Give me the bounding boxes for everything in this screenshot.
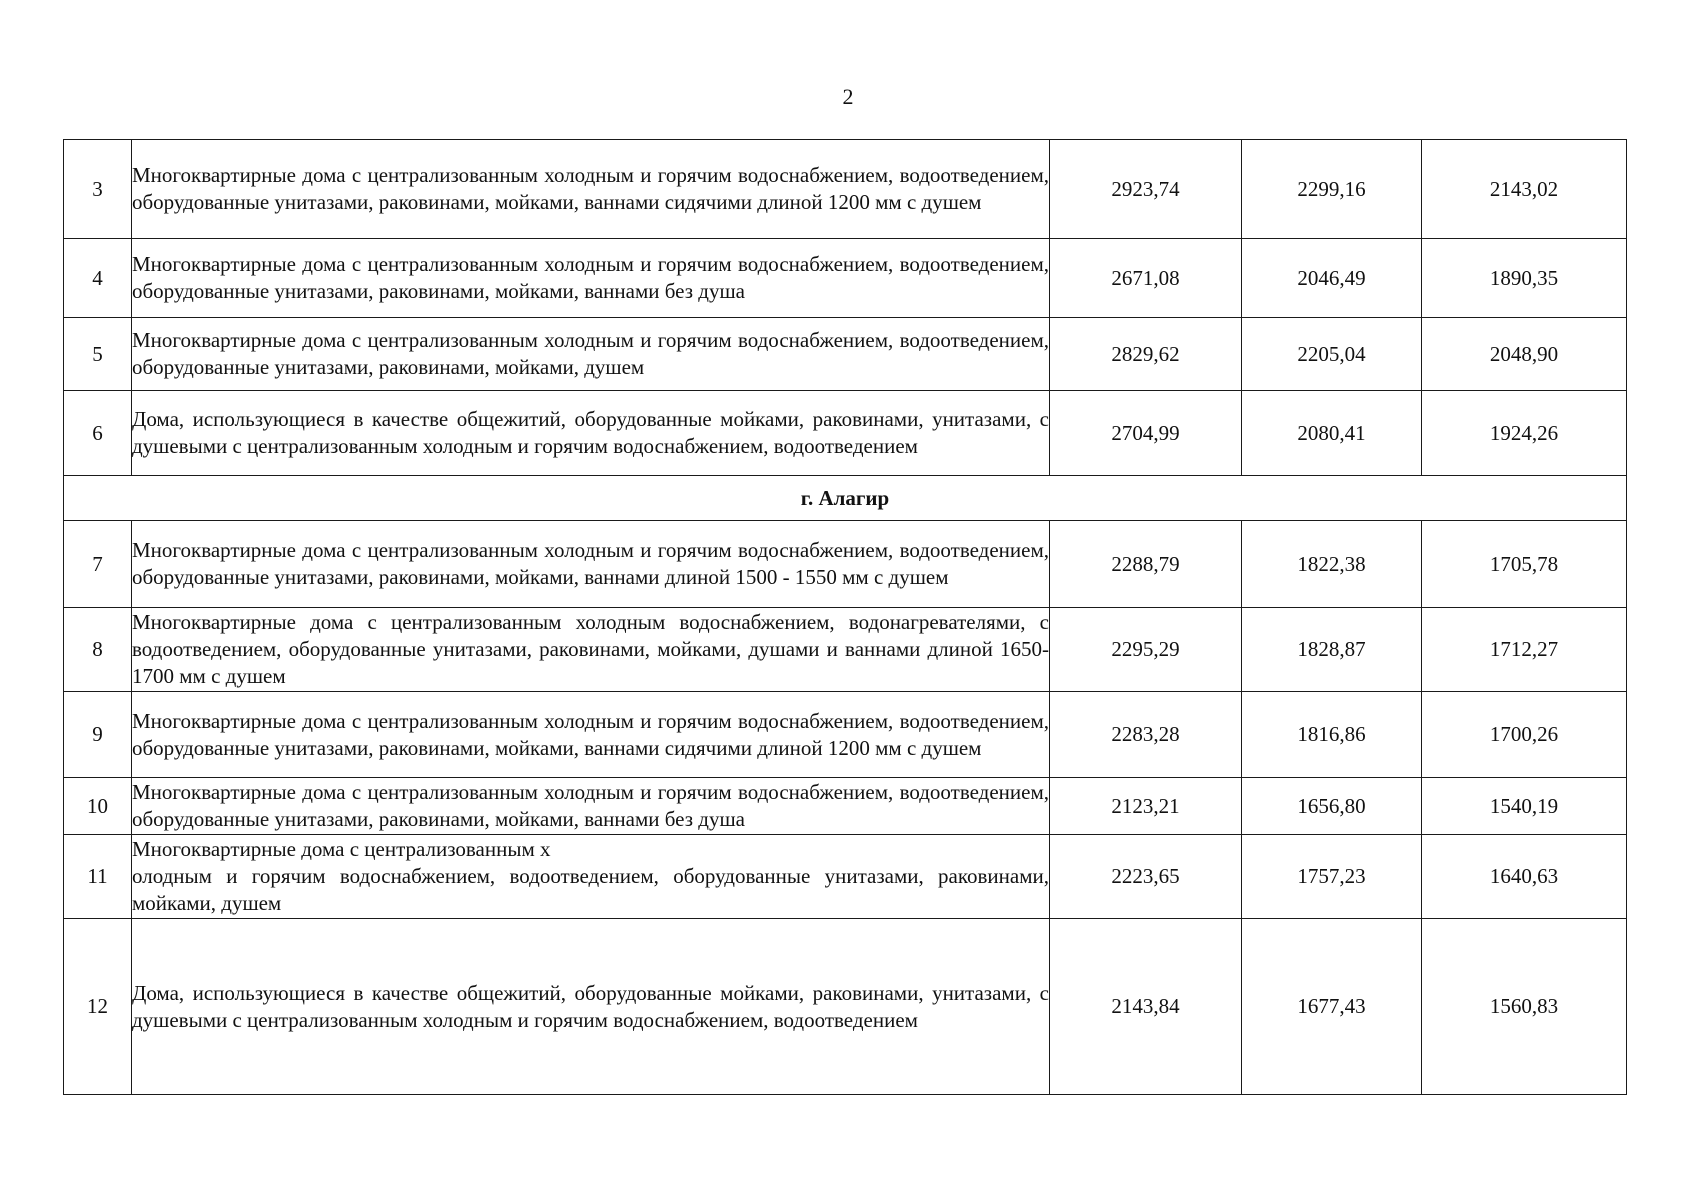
value-cell: 2223,65 (1050, 835, 1242, 919)
row-description: Многоквартирные дома с централизованным холодным и горячим водоснабжением, водоотведением, оборудованные унитазами, раковинами, мойками, ваннами без душа (132, 239, 1050, 318)
value-cell: 2288,79 (1050, 521, 1242, 608)
table-row (64, 692, 1627, 778)
value-cell: 1712,27 (1422, 608, 1627, 692)
row-description: Дома, использующиеся в качестве общежитий, оборудованные мойками, раковинами, унитазами, с душевыми с централизованным холодным и горячим водоснабжением, водоотведением (132, 391, 1050, 476)
value-cell: 1822,38 (1242, 521, 1422, 608)
value-cell: 1700,26 (1422, 692, 1627, 778)
value-cell: 2143,02 (1422, 140, 1627, 239)
value-cell: 1890,35 (1422, 239, 1627, 318)
value-cell: 1560,83 (1422, 919, 1627, 1095)
row-description: Многоквартирные дома с централизованным холодным и горячим водоснабжением, водоотведением, оборудованные унитазами, раковинами, мойками, ваннами сидячими длиной 1200 мм с душем (132, 692, 1050, 778)
row-description-line: Многоквартирные дома с централизованным х (132, 837, 551, 861)
table-row (64, 239, 1627, 318)
page-number: 2 (842, 84, 854, 109)
row-number: 3 (64, 140, 132, 239)
table-row (64, 608, 1627, 692)
value-cell: 2923,74 (1050, 140, 1242, 239)
value-cell: 2299,16 (1242, 140, 1422, 239)
value-cell: 1540,19 (1422, 778, 1627, 835)
table-row (64, 521, 1627, 608)
value-cell: 2123,21 (1050, 778, 1242, 835)
row-number: 8 (64, 608, 132, 692)
value-cell: 2829,62 (1050, 318, 1242, 391)
value-cell: 2205,04 (1242, 318, 1422, 391)
value-cell: 2283,28 (1050, 692, 1242, 778)
value-cell: 1705,78 (1422, 521, 1627, 608)
row-number: 9 (64, 692, 132, 778)
value-cell: 2295,29 (1050, 608, 1242, 692)
row-number: 4 (64, 239, 132, 318)
value-cell: 2046,49 (1242, 239, 1422, 318)
value-cell: 2671,08 (1050, 239, 1242, 318)
row-number: 5 (64, 318, 132, 391)
row-description: Многоквартирные дома с централизованным холодным водоснабжением, водонагревателями, с водоотведением, оборудованные унитазами, раковинами, мойками, душами и ваннами длиной 1650-1700 мм с душем (132, 608, 1050, 692)
value-cell: 1828,87 (1242, 608, 1422, 692)
table-row (64, 318, 1627, 391)
row-number: 10 (64, 778, 132, 835)
value-cell: 1677,43 (1242, 919, 1422, 1095)
row-description: Многоквартирные дома с централизованным холодным и горячим водоснабжением, водоотведением, оборудованные унитазами, раковинами, мойками, душем (132, 318, 1050, 391)
row-number: 7 (64, 521, 132, 608)
table-row (64, 919, 1627, 1095)
row-number: 11 (64, 835, 132, 919)
value-cell: 1656,80 (1242, 778, 1422, 835)
row-description: Дома, использующиеся в качестве общежитий, оборудованные мойками, раковинами, унитазами, с душевыми с централизованным холодным и горячим водоснабжением, водоотведением (132, 919, 1050, 1095)
row-number: 6 (64, 391, 132, 476)
row-description: Многоквартирные дома с централизованным холодным и горячим водоснабжением, водоотведением, оборудованные унитазами, раковинами, мойками, ваннами без душа (132, 778, 1050, 835)
row-description-line: олодным и горячим водоснабжением, водоотведением, оборудованные унитазами, раковинами, мойками, душем (132, 864, 1049, 915)
row-description (132, 835, 1050, 919)
value-cell: 2704,99 (1050, 391, 1242, 476)
table-row (64, 391, 1627, 476)
section-title: г. Алагир (64, 476, 1627, 521)
value-cell: 2080,41 (1242, 391, 1422, 476)
row-description: Многоквартирные дома с централизованным холодным и горячим водоснабжением, водоотведением, оборудованные унитазами, раковинами, мойками, ваннами сидячими длиной 1200 мм с душем (132, 140, 1050, 239)
value-cell: 2048,90 (1422, 318, 1627, 391)
value-cell: 1640,63 (1422, 835, 1627, 919)
section-row (64, 476, 1627, 521)
value-cell: 1757,23 (1242, 835, 1422, 919)
table-row (64, 140, 1627, 239)
value-cell: 1924,26 (1422, 391, 1627, 476)
row-description: Многоквартирные дома с централизованным холодным и горячим водоснабжением, водоотведением, оборудованные унитазами, раковинами, мойками, ваннами длиной 1500 - 1550 мм с душем (132, 521, 1050, 608)
row-number: 12 (64, 919, 132, 1095)
tariff-table (63, 139, 1627, 1095)
table-row (64, 778, 1627, 835)
value-cell: 2143,84 (1050, 919, 1242, 1095)
table-row (64, 835, 1627, 919)
value-cell: 1816,86 (1242, 692, 1422, 778)
